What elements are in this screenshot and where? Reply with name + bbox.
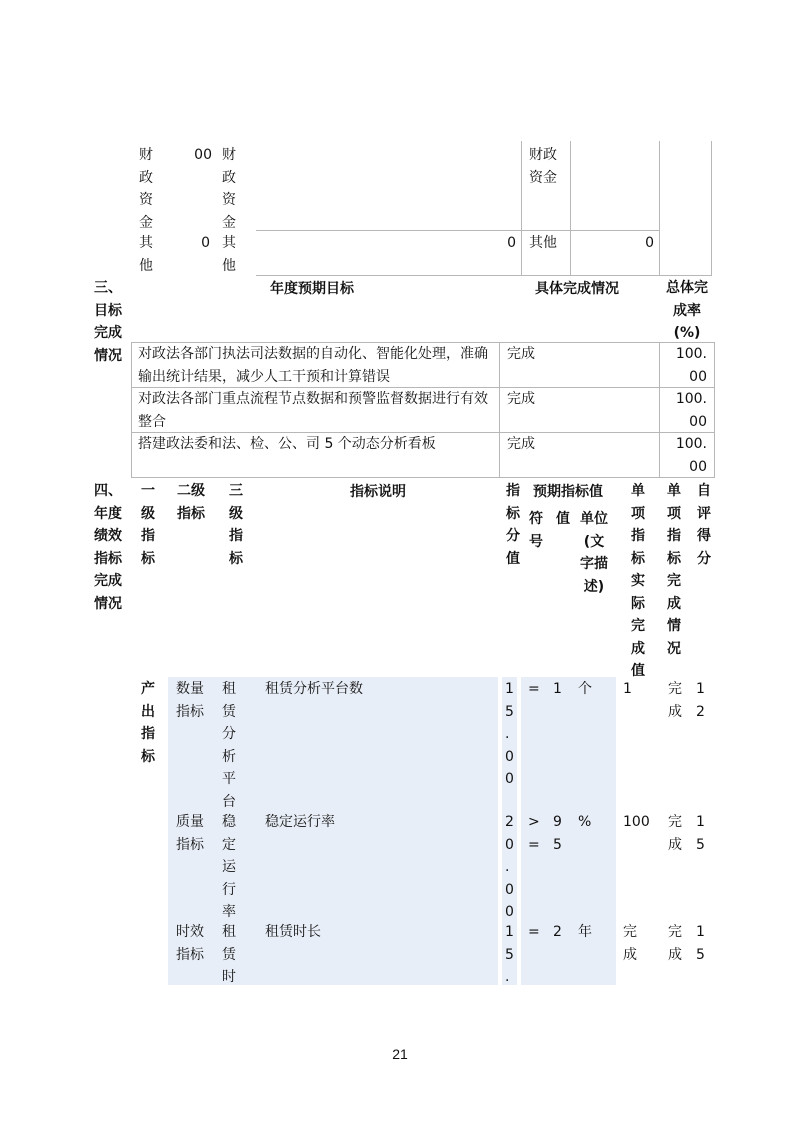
other-funds-label: 其他 [139, 235, 153, 274]
header-level3: 三级指标 [229, 483, 243, 567]
row2-score: 20.00 [505, 814, 514, 920]
fiscal-funds-label-3: 财政资金 [529, 147, 557, 186]
row2-actual: 100 [623, 814, 650, 830]
section3-col-status: 具体完成情况 [535, 281, 619, 297]
row2-desc: 稳定运行率 [265, 814, 335, 830]
header-desc: 指标说明 [350, 484, 406, 500]
row2-self-score: 15 [696, 814, 705, 853]
row1-level2: 数量指标 [176, 681, 204, 720]
row1-unit: 个 [578, 681, 592, 697]
header-level2: 二级指标 [177, 483, 205, 522]
status-row-1: 完成 [507, 346, 535, 362]
section4-title: 四、年度绩效指标完成情况 [94, 483, 122, 612]
row3-level3: 租赁时 [222, 924, 236, 985]
row3-symbol: = [528, 924, 540, 940]
row1-desc: 租赁分析平台数 [265, 681, 363, 697]
header-symbol: 符号 [529, 511, 543, 550]
header-level1: 一级指标 [141, 483, 155, 567]
header-value: 值 [556, 511, 570, 527]
row2-level2: 质量指标 [176, 814, 204, 853]
row3-unit: 年 [578, 924, 592, 940]
header-expected: 预期指标值 [533, 484, 603, 500]
row3-score: 15. [505, 924, 514, 985]
goal-row-2: 对政法各部门重点流程节点数据和预警监督数据进行有效整合 [138, 391, 488, 430]
status-row-2: 完成 [507, 391, 535, 407]
other-funds-label-2: 其他 [222, 235, 236, 274]
section3-col-rate: 总体完成率(%) [666, 280, 708, 341]
other-funds-label-3: 其他 [529, 235, 557, 251]
fiscal-funds-value: 00 [194, 147, 212, 163]
row1-symbol: = [528, 681, 540, 697]
goal-row-1: 对政法各部门执法司法数据的自动化、智能化处理，准确输出统计结果，减少人工干预和计算错误 [138, 346, 488, 385]
header-self-score: 自评得分 [697, 483, 711, 567]
header-status: 单项指标完成情况 [667, 483, 681, 657]
level1-output: 产出指标 [141, 681, 155, 765]
row3-actual: 完成 [623, 924, 637, 963]
row1-status: 完成 [668, 681, 682, 720]
rate-row-2: 100.00 [675, 391, 707, 430]
row1-value: 1 [553, 681, 562, 697]
other-funds-value-2: 0 [507, 235, 516, 251]
row2-level3: 稳定运行率 [222, 814, 236, 920]
header-actual: 单项指标实际完成值 [631, 483, 645, 679]
row1-self-score: 12 [696, 681, 705, 720]
page-number: 21 [392, 1046, 408, 1062]
row1-score: 15.00 [505, 681, 514, 787]
fiscal-funds-label: 财政资金 [139, 147, 153, 231]
row1-actual: 1 [623, 681, 632, 697]
row3-self-score: 15 [696, 924, 705, 963]
header-score: 指标分值 [506, 483, 520, 567]
goal-row-3: 搭建政法委和法、检、公、司 5 个动态分析看板 [138, 436, 436, 452]
row3-desc: 租赁时长 [265, 924, 321, 940]
rate-row-3: 100.00 [675, 436, 707, 475]
row2-status: 完成 [668, 814, 682, 853]
row3-value: 2 [553, 924, 562, 940]
row3-level2: 时效指标 [176, 924, 204, 963]
other-funds-value-3: 0 [645, 235, 654, 251]
status-row-3: 完成 [507, 436, 535, 452]
other-funds-value: 0 [201, 235, 210, 251]
row2-unit: % [578, 814, 592, 830]
row2-value: 95 [553, 814, 562, 853]
section3-col-goal: 年度预期目标 [270, 281, 354, 297]
header-unit: 单位(文字描述) [580, 511, 608, 595]
fiscal-funds-label-2: 财政资金 [222, 147, 236, 231]
rate-row-1: 100.00 [675, 346, 707, 385]
row2-symbol: >= [528, 814, 540, 853]
row1-level3: 租赁分析平台 [222, 681, 236, 810]
section3-title: 三、目标完成情况 [94, 280, 122, 364]
row3-status: 完成 [668, 924, 682, 963]
